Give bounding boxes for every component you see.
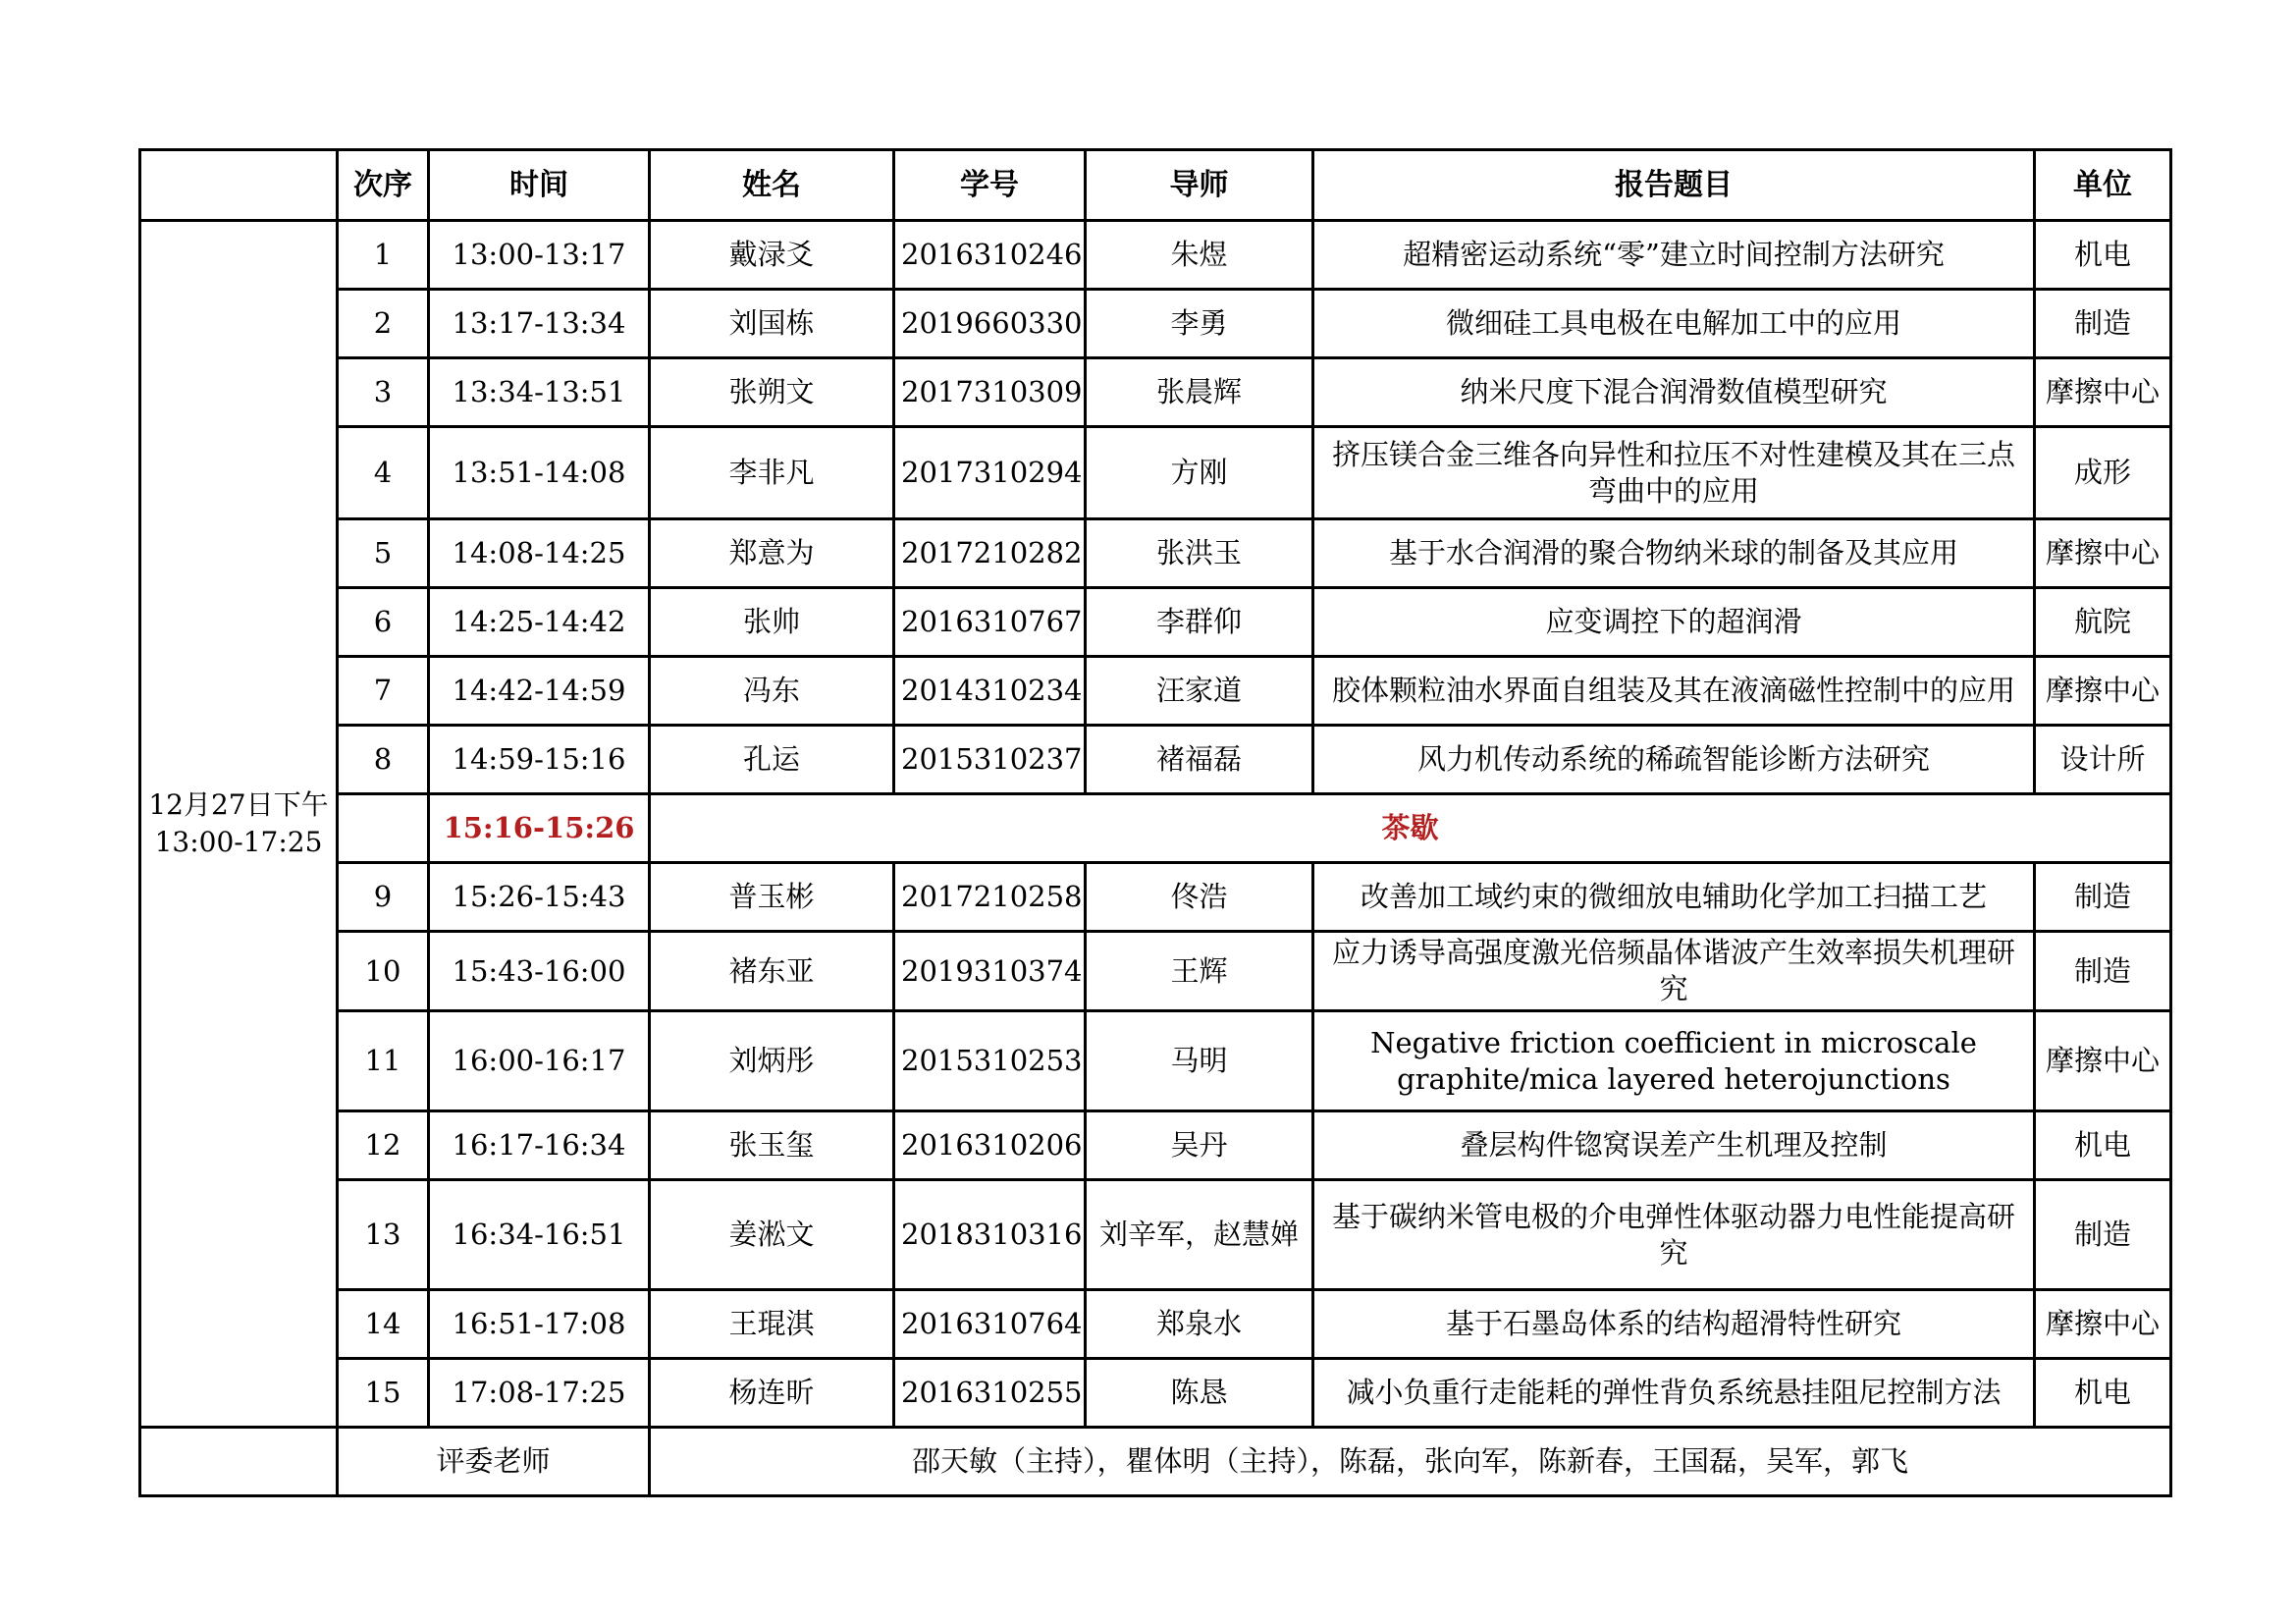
order-cell: 9 [338, 863, 429, 932]
unit-cell: 航院 [2035, 588, 2171, 657]
title-cell: 减小负重行走能耗的弹性背负系统悬挂阻尼控制方法 [1313, 1359, 2035, 1428]
student-id-cell: 2014310234 [894, 657, 1086, 726]
student-id-cell: 2019310374 [894, 932, 1086, 1011]
student-id-cell: 2017210282 [894, 519, 1086, 588]
table-row [140, 588, 2171, 657]
unit-cell: 制造 [2035, 290, 2171, 358]
time-cell: 13:34-13:51 [429, 358, 650, 427]
unit-cell: 机电 [2035, 1359, 2171, 1428]
title-cell: 挤压镁合金三维各向异性和拉压不对性建模及其在三点弯曲中的应用 [1313, 427, 2035, 519]
time-cell: 14:59-15:16 [429, 726, 650, 794]
name-cell: 张朔文 [650, 358, 894, 427]
order-cell: 2 [338, 290, 429, 358]
student-id-cell: 2017210258 [894, 863, 1086, 932]
title-cell: Negative friction coefficient in microscale graphite/mica layered heterojunctions [1313, 1011, 2035, 1111]
unit-cell: 摩擦中心 [2035, 358, 2171, 427]
order-cell: 10 [338, 932, 429, 1011]
advisor-cell: 李勇 [1086, 290, 1313, 358]
order-cell: 13 [338, 1180, 429, 1290]
student-id-cell: 2016310764 [894, 1290, 1086, 1359]
advisor-cell: 方刚 [1086, 427, 1313, 519]
name-cell: 刘炳彤 [650, 1011, 894, 1111]
student-id-cell: 2018310316 [894, 1180, 1086, 1290]
advisor-cell: 吴丹 [1086, 1111, 1313, 1180]
session-cell [140, 221, 338, 1428]
unit-cell: 制造 [2035, 932, 2171, 1011]
order-cell: 15 [338, 1359, 429, 1428]
table-row [140, 1290, 2171, 1359]
name-cell: 李非凡 [650, 427, 894, 519]
header-row [140, 150, 2171, 221]
advisor-cell: 王辉 [1086, 932, 1313, 1011]
order-cell: 4 [338, 427, 429, 519]
time-cell: 13:51-14:08 [429, 427, 650, 519]
table-row [140, 1011, 2171, 1111]
header-corner [140, 150, 338, 221]
advisor-cell: 郑泉水 [1086, 1290, 1313, 1359]
header-time: 时间 [429, 150, 650, 221]
table-row [140, 427, 2171, 519]
order-cell: 1 [338, 221, 429, 290]
title-cell: 叠层构件锪窝误差产生机理及控制 [1313, 1111, 2035, 1180]
title-cell: 基于石墨岛体系的结构超滑特性研究 [1313, 1290, 2035, 1359]
advisor-cell: 刘辛军，赵慧婵 [1086, 1180, 1313, 1290]
name-cell: 王琨淇 [650, 1290, 894, 1359]
header-student-id: 学号 [894, 150, 1086, 221]
time-cell: 15:43-16:00 [429, 932, 650, 1011]
name-cell: 姜淞文 [650, 1180, 894, 1290]
title-cell: 胶体颗粒油水界面自组装及其在液滴磁性控制中的应用 [1313, 657, 2035, 726]
judges-names-cell: 邵天敏（主持），瞿体明（主持），陈磊，张向军，陈新春，王国磊，吴军，郭飞 [650, 1428, 2171, 1496]
table-row [140, 863, 2171, 932]
order-cell: 3 [338, 358, 429, 427]
title-cell: 超精密运动系统“零”建立时间控制方法研究 [1313, 221, 2035, 290]
advisor-cell: 张洪玉 [1086, 519, 1313, 588]
student-id-cell: 2015310237 [894, 726, 1086, 794]
order-cell: 14 [338, 1290, 429, 1359]
time-cell: 15:26-15:43 [429, 863, 650, 932]
table-row [140, 657, 2171, 726]
header-unit: 单位 [2035, 150, 2171, 221]
time-cell: 16:51-17:08 [429, 1290, 650, 1359]
table-row [140, 1111, 2171, 1180]
order-cell: 7 [338, 657, 429, 726]
header-name: 姓名 [650, 150, 894, 221]
order-cell: 8 [338, 726, 429, 794]
table-row [140, 1359, 2171, 1428]
time-cell: 17:08-17:25 [429, 1359, 650, 1428]
advisor-cell: 褚福磊 [1086, 726, 1313, 794]
advisor-cell: 张晨辉 [1086, 358, 1313, 427]
session-time-range: 13:00-17:25 [154, 826, 323, 858]
table-row [140, 358, 2171, 427]
time-cell: 13:17-13:34 [429, 290, 650, 358]
advisor-cell: 李群仰 [1086, 588, 1313, 657]
advisor-cell: 马明 [1086, 1011, 1313, 1111]
title-cell: 风力机传动系统的稀疏智能诊断方法研究 [1313, 726, 2035, 794]
table-row [140, 290, 2171, 358]
student-id-cell: 2017310294 [894, 427, 1086, 519]
unit-cell: 制造 [2035, 863, 2171, 932]
header-advisor: 导师 [1086, 150, 1313, 221]
student-id-cell: 2015310253 [894, 1011, 1086, 1111]
time-cell: 16:00-16:17 [429, 1011, 650, 1111]
name-cell: 张帅 [650, 588, 894, 657]
order-cell: 6 [338, 588, 429, 657]
name-cell: 刘国栋 [650, 290, 894, 358]
unit-cell: 摩擦中心 [2035, 657, 2171, 726]
table-row [140, 221, 2171, 290]
student-id-cell: 2016310767 [894, 588, 1086, 657]
name-cell: 戴渌爻 [650, 221, 894, 290]
advisor-cell: 佟浩 [1086, 863, 1313, 932]
name-cell: 冯东 [650, 657, 894, 726]
student-id-cell: 2019660330 [894, 290, 1086, 358]
advisor-cell: 汪家道 [1086, 657, 1313, 726]
title-cell: 纳米尺度下混合润滑数值模型研究 [1313, 358, 2035, 427]
order-cell: 12 [338, 1111, 429, 1180]
break-order-cell [338, 794, 429, 863]
unit-cell: 机电 [2035, 221, 2171, 290]
student-id-cell: 2016310206 [894, 1111, 1086, 1180]
name-cell: 杨连昕 [650, 1359, 894, 1428]
time-cell: 14:25-14:42 [429, 588, 650, 657]
title-cell: 基于碳纳米管电极的介电弹性体驱动器力电性能提高研究 [1313, 1180, 2035, 1290]
time-cell: 16:34-16:51 [429, 1180, 650, 1290]
order-cell: 11 [338, 1011, 429, 1111]
title-cell: 应变调控下的超润滑 [1313, 588, 2035, 657]
advisor-cell: 陈恳 [1086, 1359, 1313, 1428]
table-row [140, 726, 2171, 794]
unit-cell: 机电 [2035, 1111, 2171, 1180]
title-cell: 应力诱导高强度激光倍频晶体谐波产生效率损失机理研究 [1313, 932, 2035, 1011]
student-id-cell: 2016310246 [894, 221, 1086, 290]
time-cell: 16:17-16:34 [429, 1111, 650, 1180]
name-cell: 普玉彬 [650, 863, 894, 932]
name-cell: 褚东亚 [650, 932, 894, 1011]
break-label-cell: 茶歇 [650, 794, 2171, 863]
student-id-cell: 2017310309 [894, 358, 1086, 427]
name-cell: 郑意为 [650, 519, 894, 588]
advisor-cell: 朱煜 [1086, 221, 1313, 290]
time-cell: 13:00-13:17 [429, 221, 650, 290]
table-row [140, 519, 2171, 588]
order-cell: 5 [338, 519, 429, 588]
name-cell: 孔运 [650, 726, 894, 794]
name-cell: 张玉玺 [650, 1111, 894, 1180]
title-cell: 基于水合润滑的聚合物纳米球的制备及其应用 [1313, 519, 2035, 588]
student-id-cell: 2016310255 [894, 1359, 1086, 1428]
unit-cell: 设计所 [2035, 726, 2171, 794]
header-order: 次序 [338, 150, 429, 221]
title-cell: 微细硅工具电极在电解加工中的应用 [1313, 290, 2035, 358]
unit-cell: 摩擦中心 [2035, 1011, 2171, 1111]
judges-label-cell: 评委老师 [338, 1428, 650, 1496]
table-row [140, 932, 2171, 1011]
header-title: 报告题目 [1313, 150, 2035, 221]
unit-cell: 摩擦中心 [2035, 519, 2171, 588]
session-date: 12月27日下午 [148, 788, 329, 821]
unit-cell: 制造 [2035, 1180, 2171, 1290]
time-cell: 14:08-14:25 [429, 519, 650, 588]
schedule-table [138, 148, 2172, 1497]
judges-spacer-cell [140, 1428, 338, 1496]
time-cell: 14:42-14:59 [429, 657, 650, 726]
judges-row [140, 1428, 2171, 1496]
break-row [140, 794, 2171, 863]
title-cell: 改善加工域约束的微细放电辅助化学加工扫描工艺 [1313, 863, 2035, 932]
table-row [140, 1180, 2171, 1290]
break-time-cell: 15:16-15:26 [429, 794, 650, 863]
unit-cell: 成形 [2035, 427, 2171, 519]
unit-cell: 摩擦中心 [2035, 1290, 2171, 1359]
